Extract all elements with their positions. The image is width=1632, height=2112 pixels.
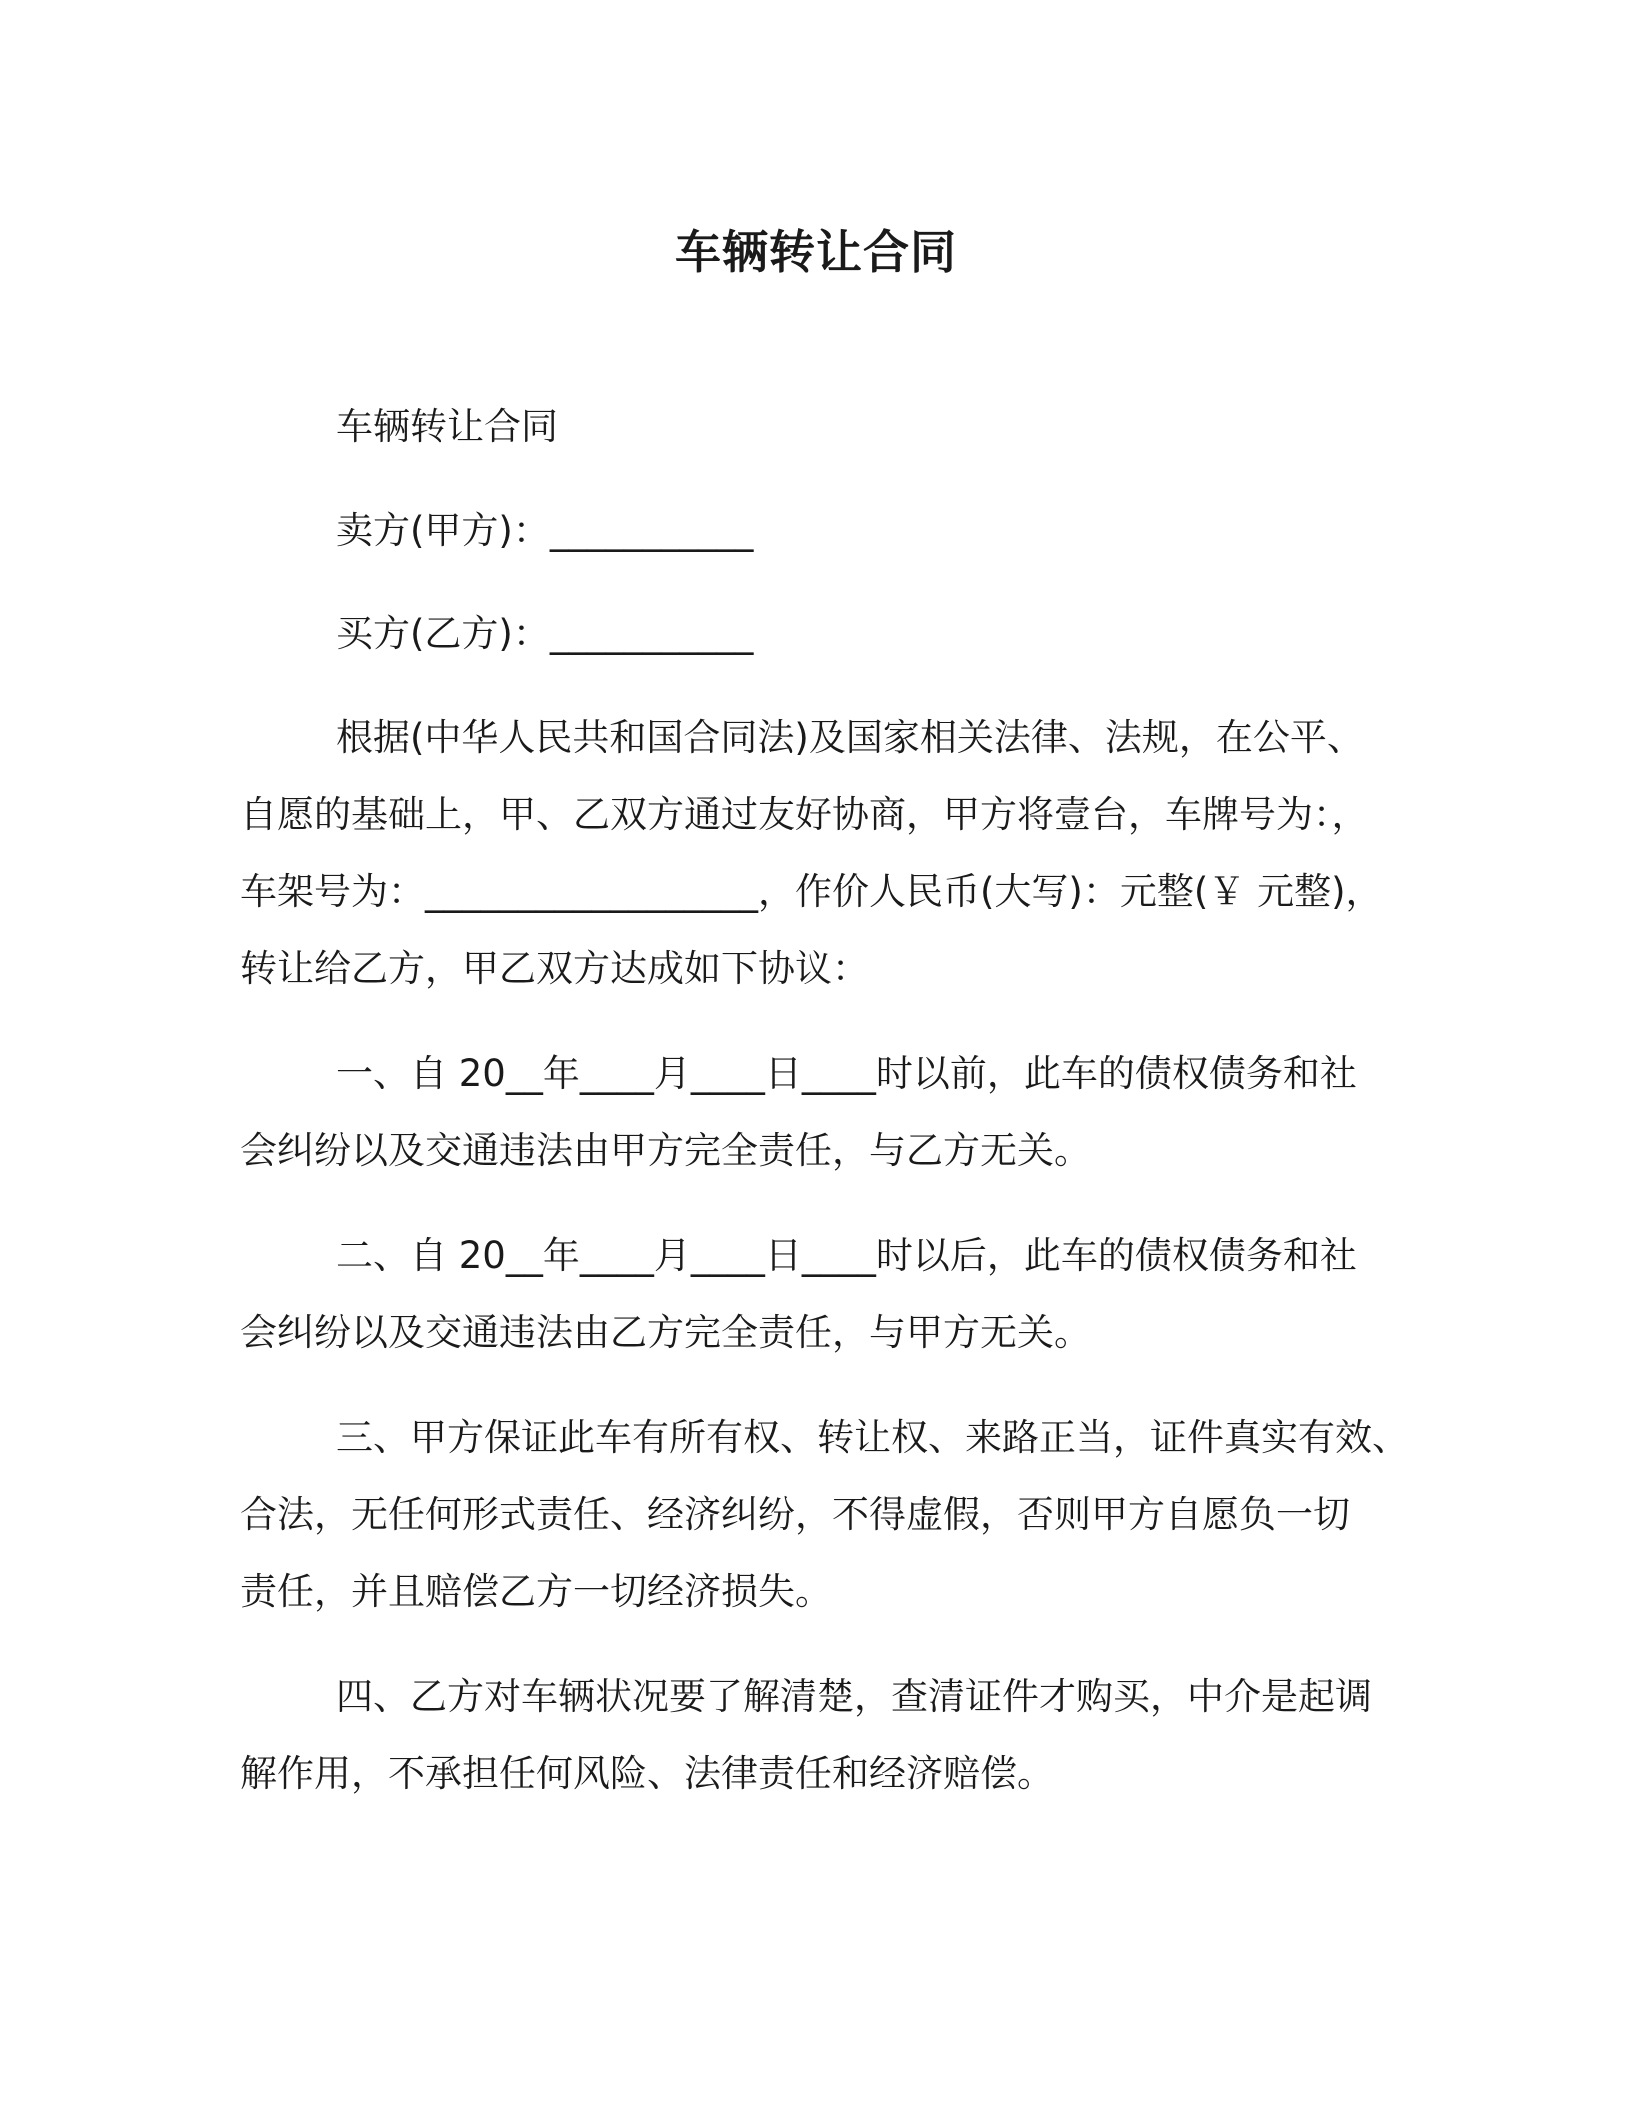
preamble-line: 自愿的基础上，甲、乙双方通过友好协商，甲方将壹台，车牌号为：， (240, 793, 1369, 836)
preamble-line: 转让给乙方，甲乙双方达成如下协议： (240, 947, 869, 990)
document-title: 车辆转让合同 (675, 225, 957, 279)
preamble-line: 车架号为：__________________，作价人民币(大写)：元整(￥ 元整)， (240, 870, 1383, 913)
clause-2 (240, 1217, 1400, 1371)
clause-line: 会纠纷以及交通违法由甲方完全责任，与乙方无关。 (240, 1129, 1091, 1172)
clause-3 (240, 1399, 1409, 1630)
preamble-line: 根据(中华人民共和国合同法)及国家相关法律、法规，在公平、 (336, 716, 1364, 759)
seller-line: 卖方(甲方)：___________ (336, 509, 754, 552)
buyer-line: 买方(乙方)：___________ (336, 612, 754, 655)
clause-line: 解作用，不承担任何风险、法律责任和经济赔偿。 (240, 1752, 1054, 1795)
clause-line: 一、自 20__年____月____日____时以前，此车的债权债务和社 (336, 1052, 1357, 1095)
clause-line: 二、自 20__年____月____日____时以后，此车的债权债务和社 (336, 1234, 1357, 1277)
clause-1 (240, 1035, 1400, 1189)
clause-line: 合法，无任何形式责任、经济纠纷，不得虚假，否则甲方自愿负一切 (240, 1493, 1350, 1536)
clause-line: 四、乙方对车辆状况要了解清楚，查清证件才购买，中介是起调 (336, 1675, 1372, 1718)
clause-line: 会纠纷以及交通违法由乙方完全责任，与甲方无关。 (240, 1311, 1091, 1354)
clause-line: 责任，并且赔偿乙方一切经济损失。 (240, 1570, 832, 1613)
contract-subtitle: 车辆转让合同 (336, 405, 558, 448)
clause-line: 三、甲方保证此车有所有权、转让权、来路正当，证件真实有效、 (336, 1416, 1409, 1459)
document-body (240, 388, 1409, 1812)
preamble-paragraph (240, 699, 1400, 1007)
clause-4 (240, 1658, 1400, 1812)
